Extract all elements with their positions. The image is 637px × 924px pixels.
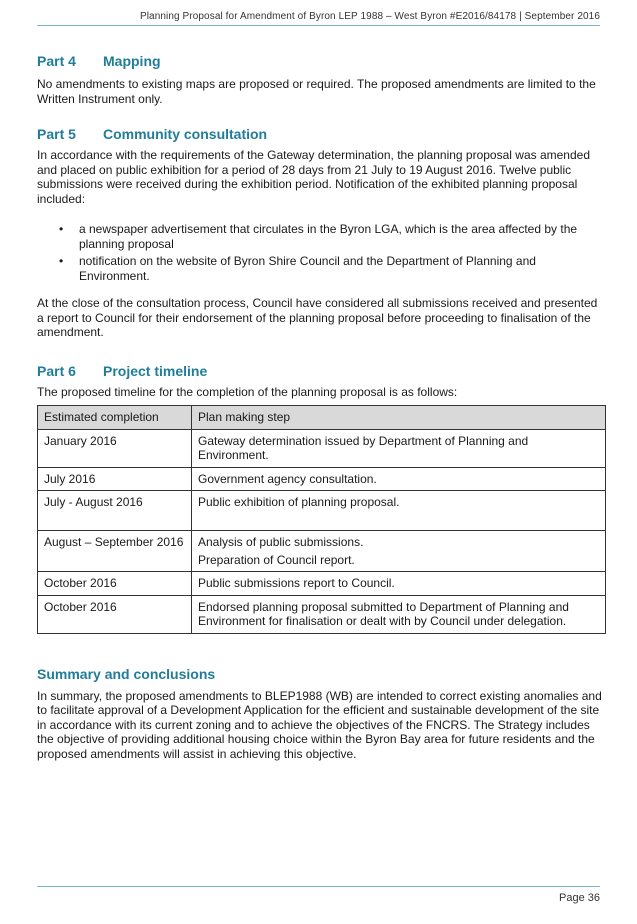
table-row — [38, 467, 606, 491]
completion-cell: July - August 2016 — [38, 491, 192, 531]
list-item: • notification on the website of Byron Shire Council and the Department of Planning and Environment. — [59, 254, 536, 283]
table-row — [38, 491, 606, 531]
section-title: Project timeline — [103, 362, 208, 379]
table-row — [38, 531, 606, 572]
page-content — [37, 52, 606, 761]
table-row — [38, 572, 606, 596]
header-divider — [37, 25, 600, 26]
table-row — [38, 595, 606, 633]
section-heading-summary — [37, 665, 606, 683]
completion-cell: July 2016 — [38, 467, 192, 491]
bullet-icon: • — [59, 254, 64, 268]
step-cell: Government agency consultation. — [192, 467, 606, 491]
timeline-table — [37, 405, 606, 634]
table-header-row — [38, 406, 606, 430]
completion-cell: August – September 2016 — [38, 531, 192, 572]
list-item: • a newspaper advertisement that circulates in the Byron LGA, which is the area affected by the planning proposal — [59, 222, 578, 251]
column-header-completion: Estimated completion — [38, 406, 192, 430]
part6-intro: The proposed timeline for the completion of the planning proposal is as follows: — [37, 384, 458, 399]
step-cell: Public submissions report to Council. — [192, 572, 606, 596]
section-heading-part5 — [37, 125, 606, 143]
step-cell: Gateway determination issued by Department of Planning and Environment. — [192, 429, 606, 467]
completion-cell: January 2016 — [38, 429, 192, 467]
step-cell: Analysis of public submissions. Preparation of Council report. — [192, 531, 606, 572]
step-cell: Public exhibition of planning proposal. — [192, 491, 606, 531]
part4-body: No amendments to existing maps are proposed or required. The proposed amendments are limited to the Written Instrument only. — [37, 77, 596, 106]
section-title: Community consultation — [103, 126, 268, 142]
section-title: Mapping — [103, 53, 161, 69]
section-number: Part 5 — [37, 126, 76, 142]
part5-closing: At the close of the consultation process, Council have considered all submissions received and presented a report to Council for their endorsement of the planning proposal before proceeding to finalisation of the amendment. — [37, 296, 598, 339]
section-heading-part6 — [37, 362, 606, 380]
summary-body: In summary, the proposed amendments to BLEP1988 (WB) are intended to correct existing anomalies and to facilitate approval of a Development Application for the efficient and sustainable development of the site in accordance with its current zoning and to achieve the objectives of the FNCRS. The Strategy includes the objective of providing additional housing choice within the Byron Bay area for future residents and the proposed amendments will assist in achieving this objective. — [37, 688, 602, 761]
step-cell: Endorsed planning proposal submitted to Department of Planning and Environment for finalisation or dealt with by Council under delegation. — [192, 595, 606, 633]
section-title: Summary and conclusions — [37, 665, 216, 682]
footer-divider — [37, 886, 600, 887]
part5-intro: In accordance with the requirements of the Gateway determination, the planning proposal was amended and placed on public exhibition for a period of 28 days from 21 July to 19 August 2016. Twelve public submissions were received during the exhibition period. Notification of the exhibited planning proposal included: — [37, 148, 590, 206]
column-header-step: Plan making step — [192, 406, 606, 430]
section-number: Part 4 — [37, 53, 76, 69]
table-row — [38, 429, 606, 467]
page-number: Page 36 — [559, 892, 600, 904]
bullet-icon: • — [59, 222, 64, 236]
section-number: Part 6 — [37, 362, 76, 379]
completion-cell: October 2016 — [38, 595, 192, 633]
notification-list — [37, 222, 606, 283]
section-heading-part4 — [37, 52, 606, 70]
completion-cell: October 2016 — [38, 572, 192, 596]
running-header: Planning Proposal for Amendment of Byron LEP 1988 – West Byron #E2016/84178 | September 2016 — [139, 11, 600, 22]
